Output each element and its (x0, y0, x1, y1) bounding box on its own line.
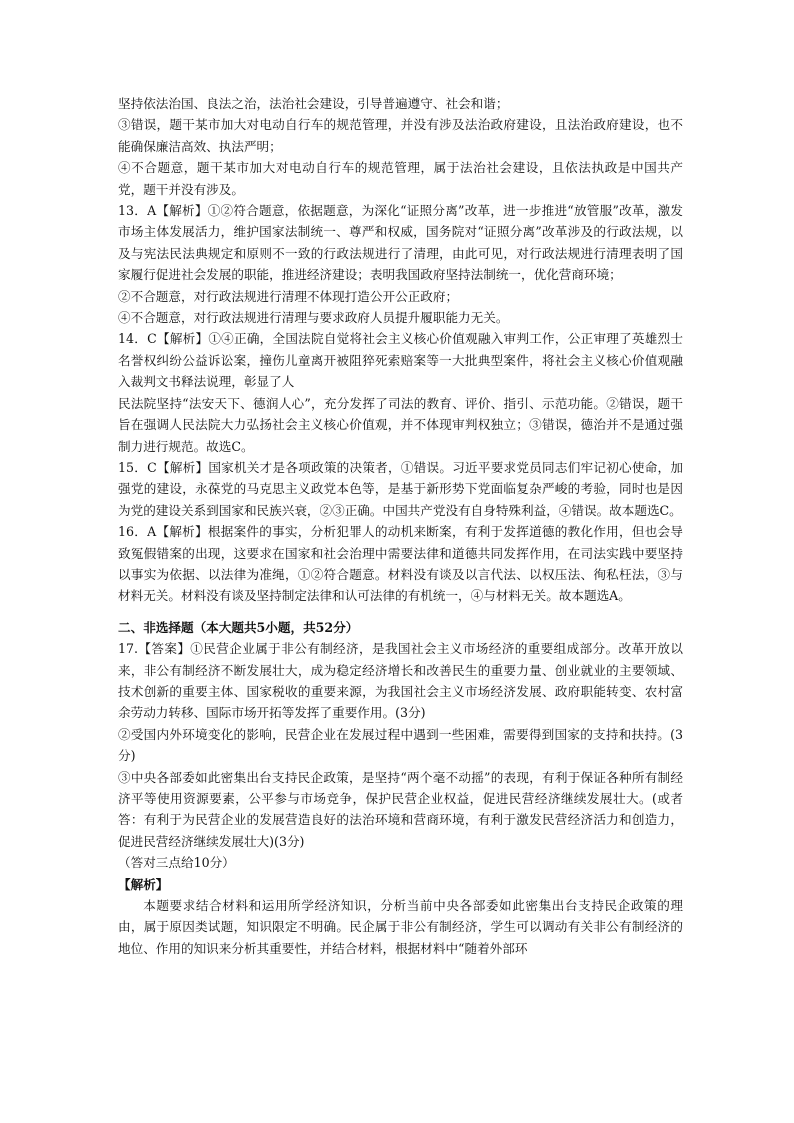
section-title: 二、非选择题（本大题共5小题，共52分） (118, 619, 359, 635)
answer-15: 15．C【解析】国家机关才是各项政策的决策者，①错误。习近平要求党员同志们牢记初心使命，加强党的建设，永葆党的马克思主义政党本色等，是基于新形势下党面临复杂严峻的考验，同时也是因为党的建设关系到国家和民族兴衰，②③正确。中国共产党没有自身特殊利益，④错误。故本题选C。 (118, 459, 683, 518)
paragraph: ③中央各部委如此密集出台支持民企政策，是坚持“两个毫不动摇”的表现，有利于保证各种所有制经济平等使用资源要素，公平参与市场竞争，保护民营企业权益，促进民营经济继续发展壮大。(或者答：有利于为民营企业的发展营造良好的法治环境和营商环境，有利于激发民营经济活力和创造力，促进民营经济继续发展壮大)(3分) (118, 769, 683, 849)
scoring-note: （答对三点给10分） (118, 855, 235, 871)
paragraph: ②不合题意，对行政法规进行清理不体现打造公开公正政府； (118, 288, 459, 304)
analysis-label: 【解析】 (118, 876, 169, 892)
analysis-paragraph: 本题要求结合材料和运用所学经济知识，分析当前中央各部委如此密集出台支持民企政策的理由，属于原因类试题，知识限定不明确。民企属于非公有制经济，学生可以调动有关非公有制经济的地位、作用的知识来分析其重要性，并结合材料，根据材料中“随着外部环 (118, 898, 683, 956)
answer-16: 16．A【解析】根据案件的事实，分析犯罪人的动机来断案，有利于发挥道德的教化作用，但也会导致冤假错案的出现，这要求在国家和社会治理中需要法律和道德共同发挥作用，在司法实践中要坚持以事实为依据、以法律为准绳，①②符合题意。材料没有谈及以言代法、以权压法、徇私枉法，③与材料无关。材料没有谈及坚持制定法律和认可法律的有机统一，④与材料无关。故本题选A。 (118, 524, 683, 604)
paragraph: 民法院坚持“法安天下、德润人心”，充分发挥了司法的教育、评价、指引、示范功能。②错误，题干旨在强调人民法院大力弘扬社会主义核心价值观，并不体现审判权独立；③错误，德治并不是通过强制力进行规范。故选C。 (118, 395, 683, 454)
paragraph: ③错误，题干某市加大对电动自行车的规范管理，并没有涉及法治政府建设，且法治政府建设，也不能确保廉洁高效、执法严明； (118, 117, 683, 154)
paragraph: ②受国内外环境变化的影响，民营企业在发展过程中遇到一些困难，需要得到国家的支持和扶持。(3分) (118, 726, 683, 764)
paragraph: 坚持依法治国、良法之治，法治社会建设，引导普遍遵守、社会和谐； (118, 96, 509, 111)
answer-13: 13．A【解析】①②符合题意，依据题意，为深化“证照分离”改革，进一步推进“放管服”改革，激发市场主体发展活力，维护国家法制统一、尊严和权威，国务院对“证照分离”改革涉及的行政法规，以及与宪法民法典规定和原则不一致的行政法规进行了清理，由此可见，对行政法规进行清理表明了国家履行促进社会发展的职能，推进经济建设；表明我国政府坚持法制统一，优化营商环境； (118, 203, 683, 283)
answer-14: 14．C【解析】①④正确，全国法院自觉将社会主义核心价值观融入审判工作，公正审理了英雄烈士名誉权纠纷公益诉讼案，撞伤儿童离开被阻猝死索赔案等一大批典型案件，将社会主义核心价值观融入裁判文书释法说理，彰显了人 (118, 331, 683, 390)
paragraph: ④不合题意，对行政法规进行清理与要求政府人员提升履职能力无关。 (118, 310, 509, 326)
document-page (118, 93, 683, 959)
answer-17: 17.【答案】①民营企业属于非公有制经济，是我国社会主义市场经济的重要组成部分。改革开放以来，非公有制经济不断发展壮大，成为稳定经济增长和改善民生的重要力量、创业就业的主要领域、技术创新的重要主体、国家税收的重要来源，为我国社会主义市场经济发展、政府职能转变、农村富余劳动力转移、国际市场开拓等发挥了重要作用。(3分) (118, 641, 683, 721)
paragraph: ④不合题意，题干某市加大对电动自行车的规范管理，属于法治社会建设，且依法执政是中国共产党，题干并没有涉及。 (118, 160, 683, 197)
